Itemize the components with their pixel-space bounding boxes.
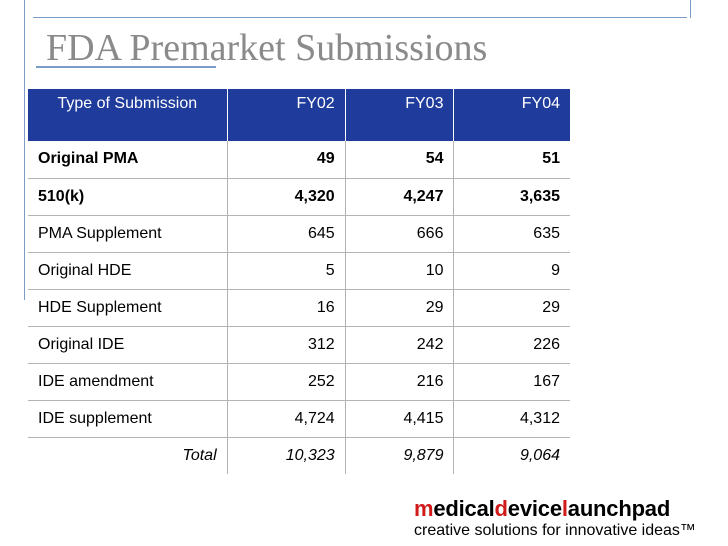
total-row — [28, 437, 570, 474]
row-label: Original IDE — [28, 326, 227, 363]
decorative-line — [33, 17, 687, 18]
cell-fy03: 666 — [345, 215, 454, 252]
cell-fy02: 16 — [227, 289, 345, 326]
total-label: Total — [28, 437, 227, 474]
cell-fy03: 10 — [345, 252, 454, 289]
company-logo — [414, 497, 714, 541]
table-header-row — [28, 89, 570, 141]
row-label: Original HDE — [28, 252, 227, 289]
table-row — [28, 289, 570, 326]
cell-fy03: 242 — [345, 326, 454, 363]
column-header-type: Type of Submission — [28, 89, 227, 141]
logo-wordmark-part: m — [414, 496, 434, 521]
table-row — [28, 400, 570, 437]
cell-fy04: 3,635 — [454, 178, 570, 215]
total-fy02: 10,323 — [227, 437, 345, 474]
submissions-table — [28, 89, 570, 474]
row-label: Original PMA — [28, 141, 227, 178]
cell-fy02: 645 — [227, 215, 345, 252]
decorative-line — [690, 0, 691, 18]
cell-fy02: 5 — [227, 252, 345, 289]
total-fy04: 9,064 — [519, 446, 560, 464]
cell-fy04: 635 — [454, 215, 570, 252]
slide-title: FDA Premarket Submissions — [46, 27, 488, 69]
row-label: 510(k) — [28, 178, 227, 215]
cell-fy03: 29 — [345, 289, 454, 326]
cell-fy04: 9 — [454, 252, 570, 289]
row-label: IDE supplement — [28, 400, 227, 437]
cell-fy02: 4,724 — [227, 400, 345, 437]
cell-fy02: 49 — [227, 141, 345, 178]
cell-fy03: 54 — [345, 141, 454, 178]
row-label: HDE Supplement — [28, 289, 227, 326]
cell-fy02: 4,320 — [227, 178, 345, 215]
table-row — [28, 363, 570, 400]
logo-wordmark — [414, 497, 714, 521]
cell-fy04: 51 — [454, 141, 570, 178]
row-label: IDE amendment — [28, 363, 227, 400]
column-header-fy02: FY02 — [227, 89, 345, 141]
row-label: PMA Supplement — [28, 215, 227, 252]
decorative-line — [24, 0, 25, 300]
table-row — [28, 141, 570, 178]
cell-fy03: 216 — [345, 363, 454, 400]
table-row — [28, 178, 570, 215]
cell-fy02: 312 — [227, 326, 345, 363]
column-header-fy04: FY04 — [454, 89, 570, 141]
table-row — [28, 326, 570, 363]
logo-wordmark-part: aunchpad — [567, 496, 671, 521]
cell-fy04: 226 — [454, 326, 570, 363]
cell-fy04: 167 — [454, 363, 570, 400]
logo-wordmark-part: evice — [507, 496, 562, 521]
table-row — [28, 215, 570, 252]
logo-wordmark-part: d — [494, 496, 508, 521]
logo-tagline: creative solutions for innovative ideas™ — [414, 522, 696, 539]
cell-fy04: 4,312 — [454, 400, 570, 437]
table-row — [28, 252, 570, 289]
column-header-fy03: FY03 — [345, 89, 454, 141]
table-body — [28, 141, 570, 474]
cell-fy03: 4,415 — [345, 400, 454, 437]
logo-wordmark-part: edical — [433, 496, 495, 521]
cell-fy04: 29 — [454, 289, 570, 326]
total-fy03: 9,879 — [345, 437, 454, 474]
logo-wordmark-part: l — [561, 496, 568, 521]
cell-fy02: 252 — [227, 363, 345, 400]
cell-fy03: 4,247 — [345, 178, 454, 215]
